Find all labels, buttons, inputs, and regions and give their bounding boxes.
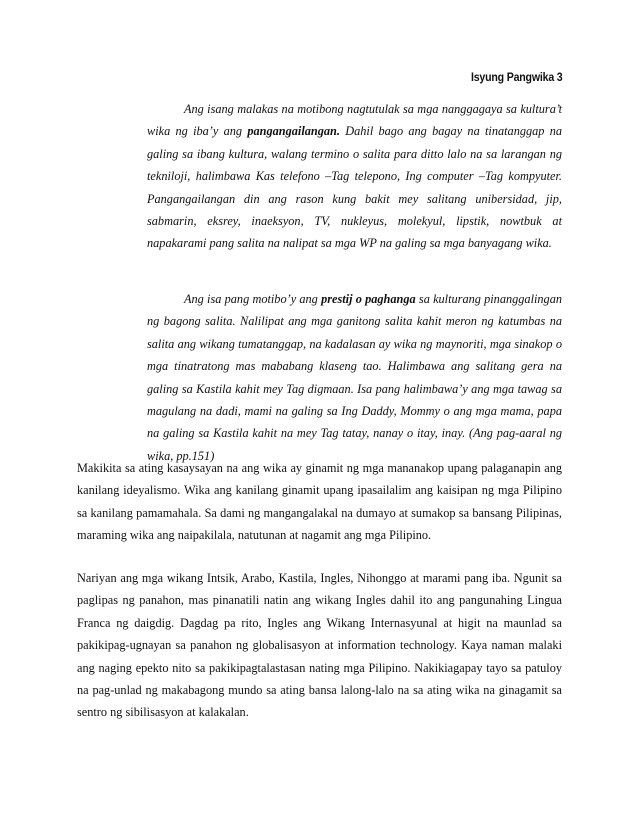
quote-text: Ang isang malakas na motibong nagtutulak sa mga nanggagaya sa kultura’t wika ng iba’y ang — [147, 102, 562, 139]
quote-text: sa kulturang pinanggalingan ng bagong salita. Nalilipat ang mga ganitong salita kahit meron ng katumbas na salita ang wikang tumatanggap, na kadalasan ay wika ng maynoriti, mga sinakop o mga tinatratong mas mababang klaseng tao. Halimbawa ang salitang gera na galing sa Kastila kahit mey Tag digmaan. Isa pang halimbawa’y ang mga tawag sa magulang na dadi, mami na galing sa Ing Daddy, Mommy o ang mga mama, papa na galing sa Kastila kahit na mey Tag tatay, nanay o itay, inay. (Ang pag-aaral ng wika, pp.151) — [147, 292, 562, 463]
quote-text: Ang isa pang motibo’y ang — [184, 292, 322, 306]
quote-emphasis: prestij o paghanga — [321, 292, 416, 306]
body-paragraph: Makikita sa ating kasaysayan na ang wika ay ginamit ng mga mananakop upang palaganapin ang kanilang ideyalismo. Wika ang kanilang ginamit upang ipasailalim ang kaisipan ng mga Pilipino sa kanilang pamamahala. Sa dami ng mangangalakal na dumayo at sumakop sa bansang Pilipinas, maraming wika ang naipakilala, natutunan at nagamit ang mga Pilipino. — [77, 461, 562, 543]
body-paragraph: Nariyan ang mga wikang Intsik, Arabo, Kastila, Ingles, Nihonggo at marami pang iba. Ngunit sa paglipas ng panahon, mas pinanatili natin ang wikang Ingles dahil ito ang pangunahing Lingua Franca ng daigdig. Dagdag pa rito, Ingles ang Wikang Internasyunal at higit na maunlad sa pakikipag-ugnayan sa panahon ng globalisasyon at information technology. Kaya naman malaki ang naging epekto nito sa pakikipagtalastasan nating mga Pilipino. Nakikiagapay tayo sa patuloy na pag-unlad ng makabagong mundo sa ating bansa lalong-lalo na sa ating wika na ginagamit sa sentro ng sibilisasyon at kalakalan. — [77, 571, 562, 720]
quote-text: Dahil bago ang bagay na tinatanggap na galing sa ibang kultura, walang termino o salita para ditto lalo na sa larangan ng tekniloji, halimbawa Kas telefono –Tag telepono, Ing computer –Tag kompyuter. Pangangailangan din ang rason kung bakit mey salitang unibersidad, jip, sabmarin, eksrey, inaeksyon, TV, nukleyus, molekyul, lipstik, nowtbuk at napakarami pang salita na nalipat sa mga WP na galing sa mga banyagang wika. — [147, 124, 563, 251]
block-quote-pangangailangan — [147, 98, 562, 255]
quote-emphasis: pangangailangan. — [247, 124, 340, 139]
page-header: Isyung Pangwika 3 — [470, 72, 562, 84]
block-quote-prestij — [147, 288, 562, 467]
